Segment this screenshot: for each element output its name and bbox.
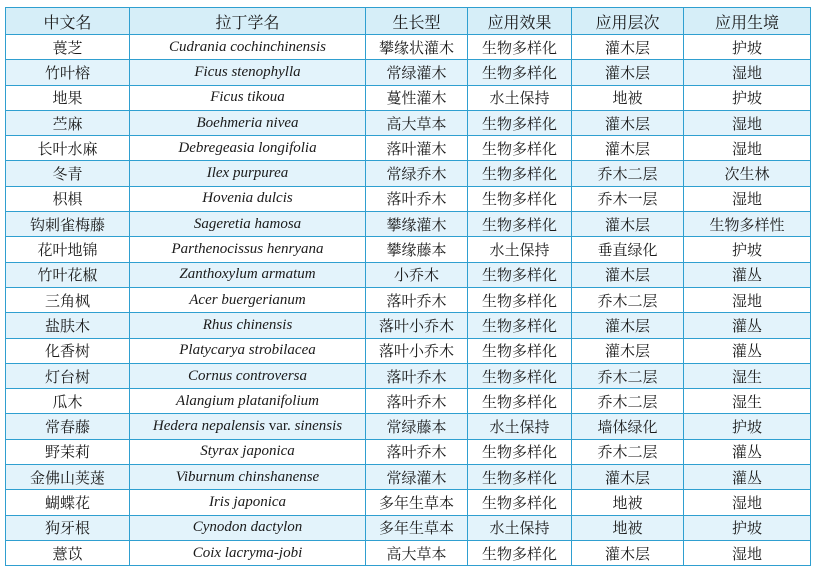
cell-chinese-name: 瓜木 <box>6 389 130 414</box>
cell-application-layer: 乔木一层 <box>572 186 684 211</box>
latin-rank-marker: var. <box>264 418 295 435</box>
table-row <box>6 186 811 211</box>
cell-application-habitat: 灌丛 <box>684 439 811 464</box>
cell-application-effect: 水土保持 <box>468 414 572 439</box>
cell-application-habitat: 湿地 <box>684 540 811 565</box>
latin-genus-species: Acer buergerianum <box>189 291 306 308</box>
cell-latin-name <box>130 237 366 262</box>
cell-latin-name <box>130 110 366 135</box>
header-growth-form: 生长型 <box>366 8 468 35</box>
cell-application-effect: 生物多样化 <box>468 136 572 161</box>
cell-application-habitat: 护坡 <box>684 35 811 60</box>
cell-chinese-name: 蝴蝶花 <box>6 490 130 515</box>
cell-application-effect: 生物多样化 <box>468 313 572 338</box>
cell-application-habitat: 湿地 <box>684 110 811 135</box>
cell-application-effect: 生物多样化 <box>468 363 572 388</box>
cell-chinese-name: 薏苡 <box>6 540 130 565</box>
table-body <box>6 35 811 566</box>
table-row <box>6 338 811 363</box>
table-row <box>6 439 811 464</box>
cell-application-habitat: 灌丛 <box>684 338 811 363</box>
cell-chinese-name: 钩刺雀梅藤 <box>6 212 130 237</box>
cell-application-effect: 生物多样化 <box>468 212 572 237</box>
cell-latin-name <box>130 85 366 110</box>
latin-genus-species: Parthenocissus henryana <box>171 241 324 258</box>
cell-chinese-name: 长叶水麻 <box>6 136 130 161</box>
cell-chinese-name: 花叶地锦 <box>6 237 130 262</box>
cell-chinese-name: 狗牙根 <box>6 515 130 540</box>
cell-chinese-name: 地果 <box>6 85 130 110</box>
cell-application-effect: 水土保持 <box>468 85 572 110</box>
cell-application-layer: 灌木层 <box>572 60 684 85</box>
cell-growth-form: 小乔木 <box>366 262 468 287</box>
cell-latin-name <box>130 287 366 312</box>
cell-chinese-name: 竹叶花椒 <box>6 262 130 287</box>
latin-genus-species: Iris japonica <box>208 493 287 510</box>
cell-chinese-name: 竹叶榕 <box>6 60 130 85</box>
cell-application-habitat: 生物多样性 <box>684 212 811 237</box>
cell-application-layer: 灌木层 <box>572 465 684 490</box>
cell-growth-form: 落叶乔木 <box>366 389 468 414</box>
cell-latin-name <box>130 389 366 414</box>
cell-growth-form: 常绿灌木 <box>366 60 468 85</box>
latin-genus-species: Ficus tikoua <box>210 89 285 106</box>
latin-genus-species: Hedera nepalensis <box>152 418 265 435</box>
table-row <box>6 389 811 414</box>
cell-growth-form: 落叶灌木 <box>366 136 468 161</box>
latin-genus-species: Cynodon dactylon <box>192 519 303 536</box>
header-latin-name: 拉丁学名 <box>130 8 366 35</box>
cell-application-effect: 生物多样化 <box>468 490 572 515</box>
cell-latin-name <box>130 35 366 60</box>
cell-application-layer: 乔木二层 <box>572 389 684 414</box>
table-row <box>6 60 811 85</box>
cell-application-habitat: 湿生 <box>684 363 811 388</box>
cell-growth-form: 落叶乔木 <box>366 363 468 388</box>
latin-genus-species: Boehmeria nivea <box>196 114 299 131</box>
cell-chinese-name: 枳椇 <box>6 186 130 211</box>
latin-genus-species: Zanthoxylum armatum <box>179 266 316 283</box>
table-row <box>6 262 811 287</box>
cell-chinese-name: 盐肤木 <box>6 313 130 338</box>
cell-latin-name <box>130 60 366 85</box>
header-application-effect: 应用效果 <box>468 8 572 35</box>
cell-application-effect: 生物多样化 <box>468 338 572 363</box>
cell-application-habitat: 湿地 <box>684 186 811 211</box>
table-row <box>6 363 811 388</box>
cell-growth-form: 多年生草本 <box>366 515 468 540</box>
cell-application-habitat: 灌丛 <box>684 313 811 338</box>
cell-application-habitat: 护坡 <box>684 515 811 540</box>
latin-genus-species: Ilex purpurea <box>206 165 289 182</box>
cell-growth-form: 攀缘状灌木 <box>366 35 468 60</box>
cell-application-effect: 生物多样化 <box>468 186 572 211</box>
cell-application-habitat: 护坡 <box>684 237 811 262</box>
latin-genus-species: Sageretia hamosa <box>193 215 302 232</box>
cell-application-effect: 生物多样化 <box>468 540 572 565</box>
cell-application-layer: 乔木二层 <box>572 161 684 186</box>
cell-latin-name <box>130 313 366 338</box>
cell-application-effect: 水土保持 <box>468 237 572 262</box>
latin-genus-species: Cudrania cochinchinensis <box>168 38 327 55</box>
cell-growth-form: 常绿藤本 <box>366 414 468 439</box>
latin-genus-species: Rhus chinensis <box>202 316 293 333</box>
cell-application-effect: 生物多样化 <box>468 60 572 85</box>
cell-latin-name <box>130 363 366 388</box>
cell-application-layer: 地被 <box>572 515 684 540</box>
cell-growth-form: 蔓性灌木 <box>366 85 468 110</box>
cell-application-layer: 垂直绿化 <box>572 237 684 262</box>
cell-latin-name <box>130 212 366 237</box>
table-row <box>6 287 811 312</box>
cell-application-effect: 生物多样化 <box>468 439 572 464</box>
cell-latin-name <box>130 338 366 363</box>
cell-application-habitat: 湿地 <box>684 287 811 312</box>
table-row <box>6 237 811 262</box>
cell-application-layer: 灌木层 <box>572 110 684 135</box>
cell-growth-form: 攀缘藤本 <box>366 237 468 262</box>
cell-chinese-name: 葨芝 <box>6 35 130 60</box>
table-row <box>6 515 811 540</box>
cell-application-habitat: 灌丛 <box>684 465 811 490</box>
cell-chinese-name: 金佛山荚蒾 <box>6 465 130 490</box>
cell-chinese-name: 常春藤 <box>6 414 130 439</box>
latin-genus-species: Platycarya strobilacea <box>179 342 316 359</box>
latin-genus-species: Coix lacryma-jobi <box>192 544 303 561</box>
cell-chinese-name: 野茉莉 <box>6 439 130 464</box>
cell-latin-name <box>130 161 366 186</box>
cell-application-layer: 灌木层 <box>572 136 684 161</box>
cell-application-layer: 灌木层 <box>572 212 684 237</box>
cell-growth-form: 高大草本 <box>366 540 468 565</box>
table-row <box>6 110 811 135</box>
table-row <box>6 313 811 338</box>
cell-application-effect: 生物多样化 <box>468 35 572 60</box>
cell-latin-name <box>130 540 366 565</box>
cell-application-layer: 灌木层 <box>572 338 684 363</box>
cell-latin-name <box>130 439 366 464</box>
cell-application-habitat: 湿地 <box>684 60 811 85</box>
cell-application-layer: 乔木二层 <box>572 287 684 312</box>
table-row <box>6 414 811 439</box>
cell-growth-form: 落叶小乔木 <box>366 313 468 338</box>
cell-application-effect: 生物多样化 <box>468 110 572 135</box>
cell-latin-name <box>130 515 366 540</box>
cell-application-effect: 生物多样化 <box>468 161 572 186</box>
cell-chinese-name: 三角枫 <box>6 287 130 312</box>
table-row <box>6 161 811 186</box>
cell-application-habitat: 灌丛 <box>684 262 811 287</box>
cell-latin-name <box>130 136 366 161</box>
cell-latin-name <box>130 262 366 287</box>
cell-latin-name <box>130 490 366 515</box>
table-row <box>6 490 811 515</box>
latin-genus-species: Cornus controversa <box>187 367 308 384</box>
cell-application-layer: 灌木层 <box>572 35 684 60</box>
cell-application-habitat: 次生林 <box>684 161 811 186</box>
latin-genus-species: Alangium platanifolium <box>176 392 319 409</box>
table-row <box>6 540 811 565</box>
latin-variety-epithet: sinensis <box>294 418 343 435</box>
table-header-row <box>6 8 811 35</box>
cell-chinese-name: 化香树 <box>6 338 130 363</box>
cell-growth-form: 常绿灌木 <box>366 465 468 490</box>
cell-application-habitat: 护坡 <box>684 85 811 110</box>
plant-species-table <box>5 7 811 566</box>
header-chinese-name: 中文名 <box>6 8 130 35</box>
cell-growth-form: 高大草本 <box>366 110 468 135</box>
cell-growth-form: 多年生草本 <box>366 490 468 515</box>
cell-application-effect: 生物多样化 <box>468 287 572 312</box>
cell-chinese-name: 灯台树 <box>6 363 130 388</box>
latin-genus-species: Debregeasia longifolia <box>178 139 317 156</box>
cell-application-effect: 生物多样化 <box>468 262 572 287</box>
latin-genus-species: Hovenia dulcis <box>202 190 293 207</box>
table-row <box>6 35 811 60</box>
header-application-layer: 应用层次 <box>572 8 684 35</box>
cell-latin-name <box>130 465 366 490</box>
cell-application-effect: 生物多样化 <box>468 465 572 490</box>
cell-application-effect: 生物多样化 <box>468 389 572 414</box>
cell-application-layer: 墙体绿化 <box>572 414 684 439</box>
cell-growth-form: 落叶小乔木 <box>366 338 468 363</box>
cell-growth-form: 常绿乔木 <box>366 161 468 186</box>
table-row <box>6 85 811 110</box>
cell-latin-name <box>130 186 366 211</box>
table-row <box>6 465 811 490</box>
cell-application-habitat: 护坡 <box>684 414 811 439</box>
cell-growth-form: 落叶乔木 <box>366 186 468 211</box>
cell-application-layer: 乔木二层 <box>572 363 684 388</box>
cell-application-habitat: 湿生 <box>684 389 811 414</box>
cell-application-effect: 水土保持 <box>468 515 572 540</box>
cell-application-layer: 地被 <box>572 490 684 515</box>
table-row <box>6 212 811 237</box>
cell-application-layer: 灌木层 <box>572 262 684 287</box>
cell-application-habitat: 湿地 <box>684 136 811 161</box>
latin-genus-species: Styrax japonica <box>200 443 295 460</box>
cell-application-layer: 地被 <box>572 85 684 110</box>
latin-genus-species: Ficus stenophylla <box>194 63 301 80</box>
latin-genus-species: Viburnum chinshanense <box>175 468 320 485</box>
cell-latin-name <box>130 414 366 439</box>
cell-application-layer: 乔木二层 <box>572 439 684 464</box>
cell-chinese-name: 冬青 <box>6 161 130 186</box>
table-row <box>6 136 811 161</box>
cell-application-layer: 灌木层 <box>572 313 684 338</box>
cell-chinese-name: 苎麻 <box>6 110 130 135</box>
cell-growth-form: 攀缘灌木 <box>366 212 468 237</box>
cell-growth-form: 落叶乔木 <box>366 439 468 464</box>
cell-application-habitat: 湿地 <box>684 490 811 515</box>
cell-application-layer: 灌木层 <box>572 540 684 565</box>
header-application-habitat: 应用生境 <box>684 8 811 35</box>
cell-growth-form: 落叶乔木 <box>366 287 468 312</box>
